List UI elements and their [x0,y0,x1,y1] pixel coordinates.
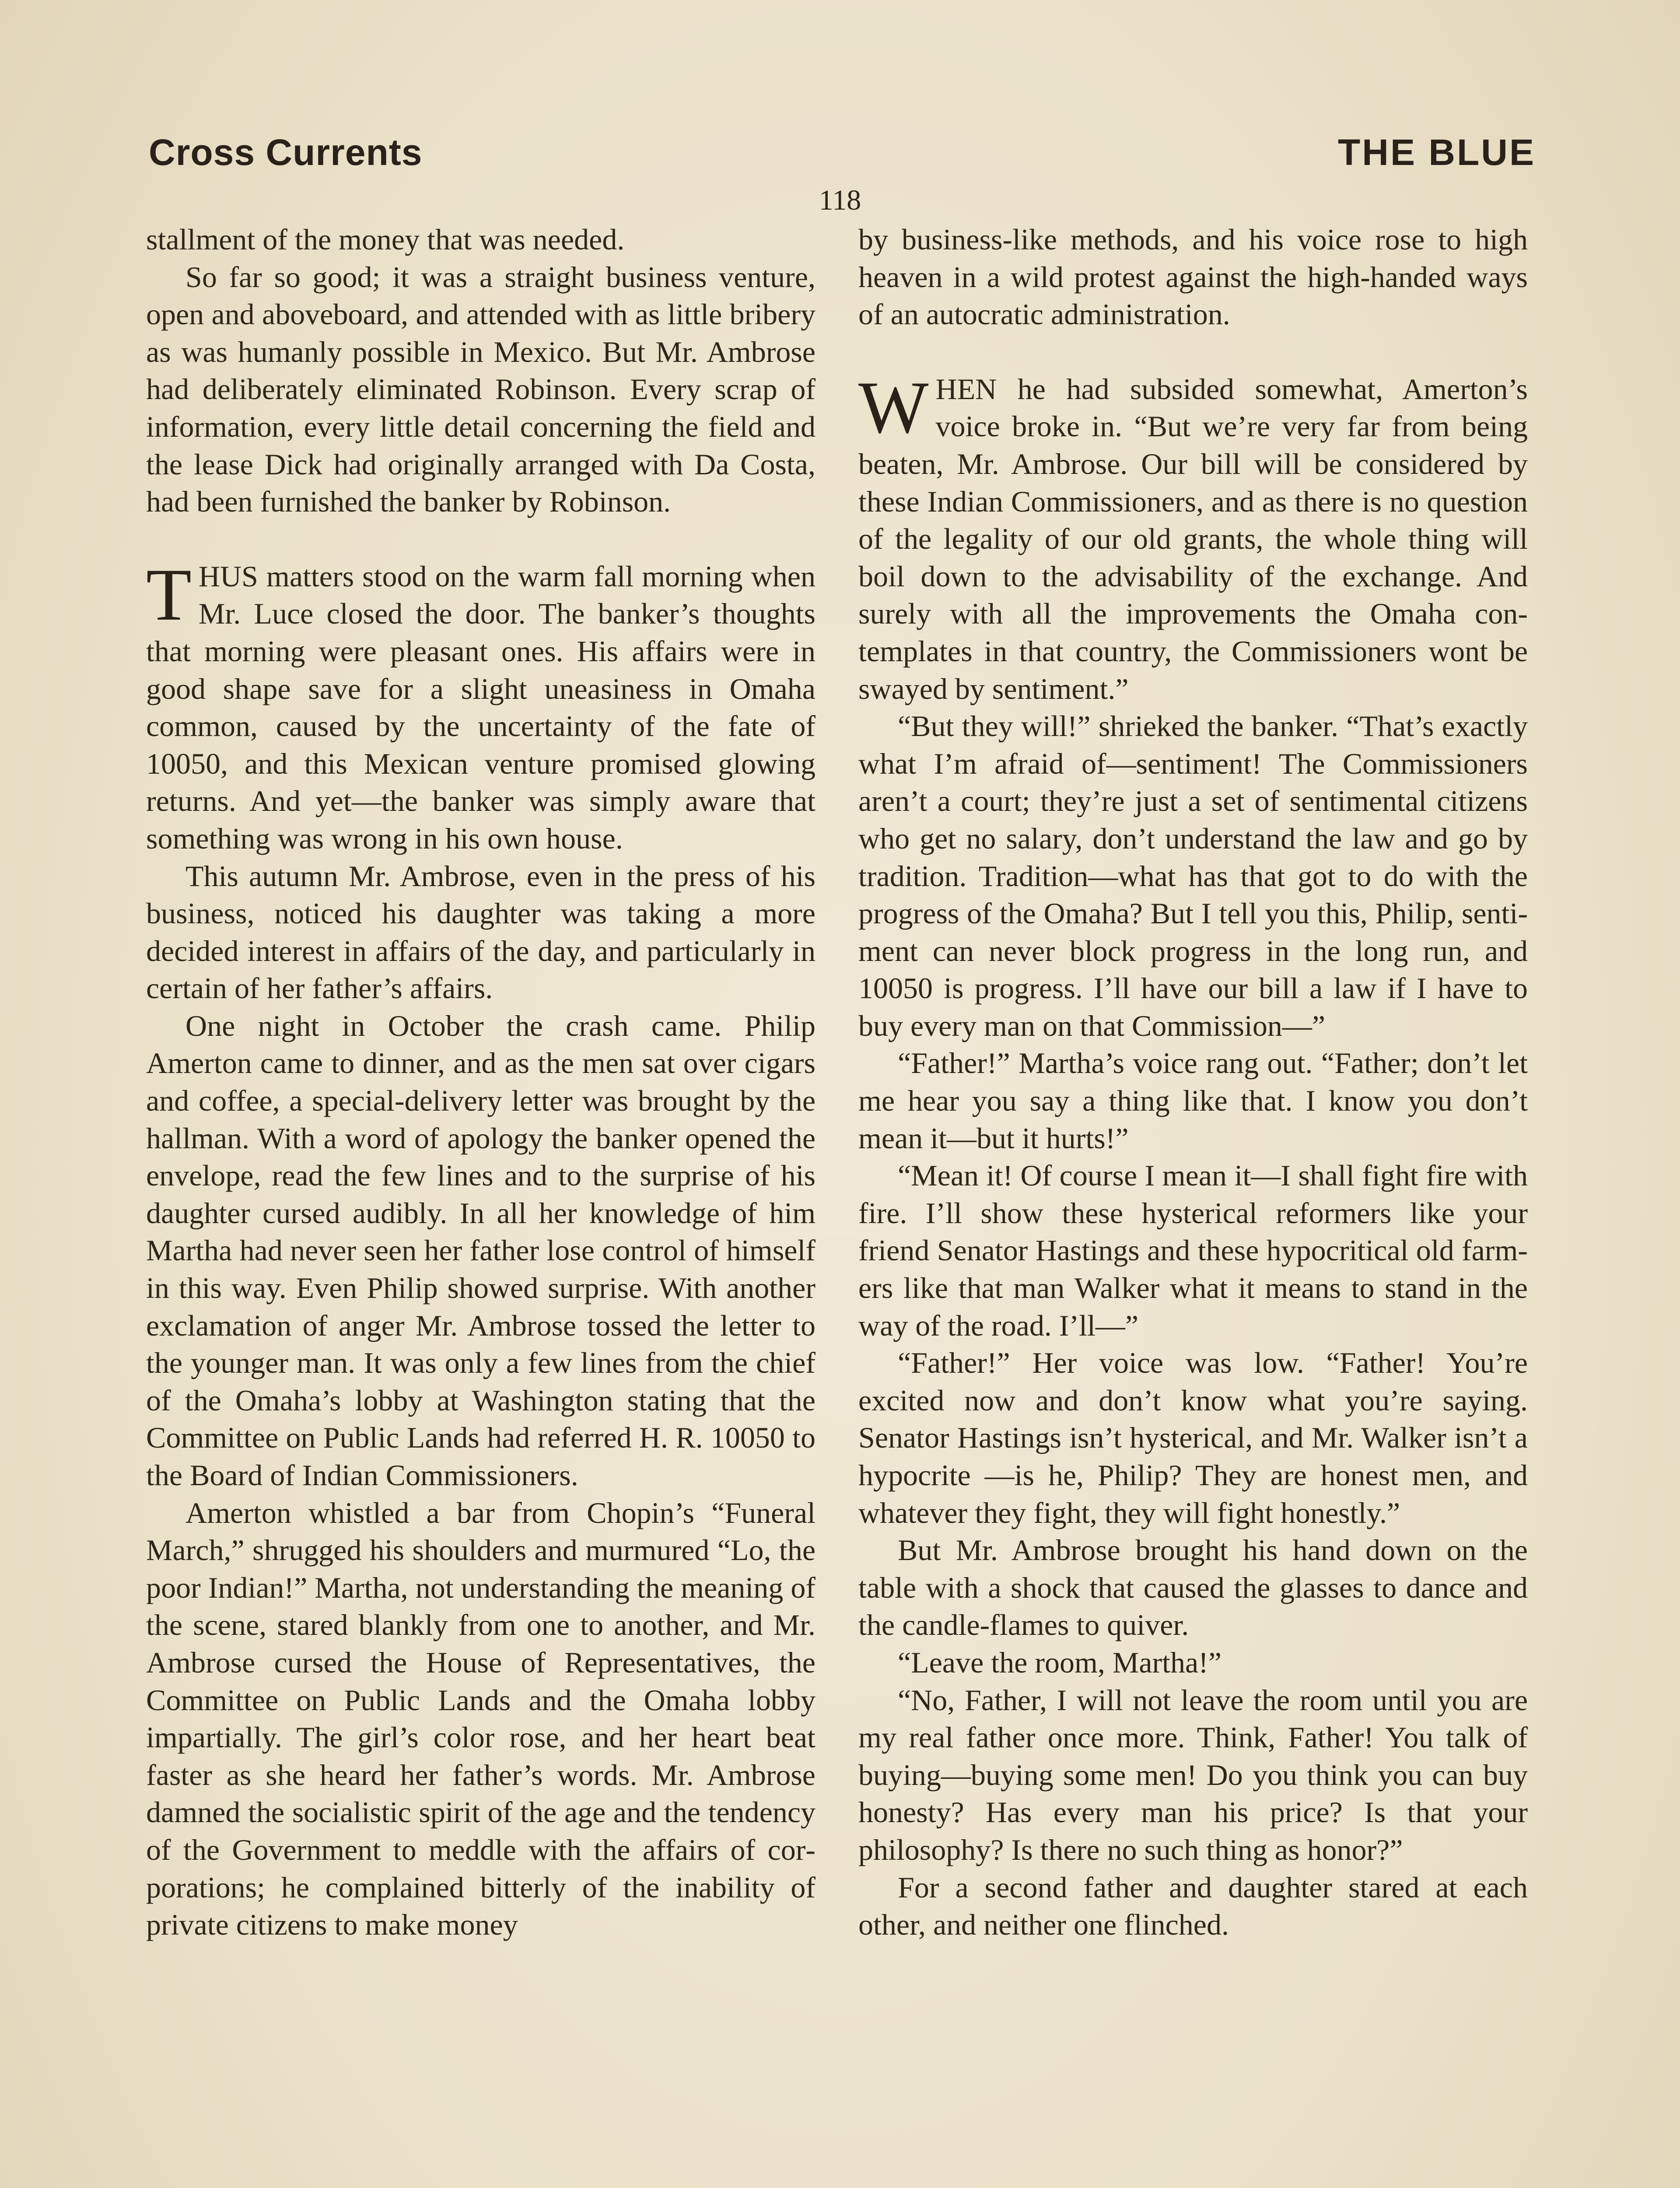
paragraph [146,1494,816,1944]
paragraph [146,858,816,1007]
paragraph-text: stallment of the money that was needed. [146,223,625,256]
paragraph-text: But Mr. Ambrose brought his hand down on the table with a shock that caused the glasses to dance and the candle-flames to quiver. [858,1533,1528,1642]
paragraph [858,1344,1528,1532]
paragraph [858,708,1528,1045]
paragraph-text: HUS matters stood on the warm fall morning when Mr. Luce closed the door. The banker’s thoughts that morning were pleasant ones. His affairs were in good shape save for a slight uneasiness in Omaha common, caused by the uncertainty of the fate of 10050, and this Mexican venture promised glowing returns. And yet—the banker was simply aware that something was wrong in his own house. [146,559,816,855]
paragraph-text: This autumn Mr. Ambrose, even in the press of his business, noticed his daughter was taking a more decided interest in affairs of the day, and particularly in certain of her father’s affairs. [146,859,816,1005]
paragraph-text: “Mean it! Of course I mean it—I shall fight fire with fire. I’ll show these hysterical reformers like your friend Senator Hastings and these hypocritical old farmers like that man Walker what it means to stand in the way of the road. I’ll—” [858,1159,1528,1342]
paragraph [858,366,1528,708]
paragraph [858,1682,1528,1869]
paragraph [858,1644,1528,1682]
paragraph [146,221,816,259]
page-number: 118 [819,184,861,216]
paragraph-text: “No, Father, I will not leave the room until you are my real father once more. Think, Father! You talk of buying—buying some men! Do you think you can buy honesty? Has every man his price? Is that your philosophy? Is there no such thing as honor?” [858,1683,1528,1866]
paragraph [858,1157,1528,1344]
right-text-column [858,221,1528,1944]
paragraph-text: “Leave the room, Martha!” [898,1645,1222,1679]
paragraph-text: by business-like methods, and his voice rose to high heaven in a wild protest against the high-handed ways of an autocratic administration. [858,223,1528,331]
drop-cap: T [146,553,192,636]
paragraph [146,259,816,521]
paragraph-text: HEN he had subsided somewhat, Amerton’s voice broke in. “But we’re very far from being beaten, Mr. Ambrose. Our bill will be considered by these Indian Commissioners, and as there is no question of the legality of our old grants, the whole thing will boil down to the advisability of the exchange. And surely with all the improvements the Omaha contemplates in that country, the Commissioners wont be swayed by sentiment.” [858,372,1528,705]
paragraph-text: So far so good; it was a straight business venture, open and aboveboard, and attended with as little bribery as was humanly possible in Mexico. But Mr. Ambrose had deliberately eliminated Robinson. Every scrap of information, every little detail concerning the field and the lease Dick had originally arranged with Da Costa, had been furnished the banker by Robinson. [146,260,816,519]
paragraph [858,221,1528,333]
running-head-story-title: Cross Currents [149,132,423,173]
paragraph-text: “Father!” Martha’s voice rang out. “Father; don’t let me hear you say a thing like that. I know you don’t mean it—but it hurts!” [858,1046,1528,1155]
running-head-magazine-title: THE BLUE [1338,132,1536,173]
paragraph [858,1869,1528,1944]
paragraph [146,553,816,858]
paragraph-text: Amerton whistled a bar from Chopin’s “Funeral March,” shrugged his shoulders and murmured “Lo, the poor Indian!” Martha, not understanding the meaning of the scene, stared blankly from one to another, and Mr. Ambrose cursed the House of Representatives, the Committee on Public Lands and the Omaha lobby impartially. The girl’s color rose, and her heart beat faster as she heard her father’s words. Mr. Ambrose damned the socialistic spirit of the age and the tendency of the Government to meddle with the affairs of corporations; he complained bitterly of the inability of private citizens to make money [146,1496,816,1942]
drop-cap: W [858,366,929,449]
paragraph-text: For a second father and daughter stared at each other, and neither one flinched. [858,1870,1528,1942]
paragraph-text: “But they will!” shrieked the banker. “That’s exactly what I’m afraid of—sentiment! The Commissioners aren’t a court; they’re just a set of sentimental citizens who get no salary, don’t understand the law and go by tradition. Tradition—what has that got to do with the progress of the Omaha? But I tell you this, Philip, sentiment can never block progress in the long run, and 10050 is progress. I’ll have our bill a law if I have to buy every man on that Commission—” [858,709,1528,1042]
paragraph [858,1532,1528,1644]
paragraph-text: One night in October the crash came. Philip Amerton came to dinner, and as the men sat over cigars and coffee, a special-delivery letter was brought by the hallman. With a word of apology the banker opened the envelope, read the few lines and to the surprise of his daughter cursed audibly. In all her knowledge of him Martha had never seen her father lose control of himself in this way. Even Philip showed surprise. With another exclamation of anger Mr. Ambrose tossed the letter to the younger man. It was only a few lines from the chief of the Omaha’s lobby at Washington stating that the Committee on Public Lands had referred H. R. 10050 to the Board of Indian Commissioners. [146,1009,816,1492]
paragraph [146,1007,816,1494]
paragraph [858,1045,1528,1157]
paragraph-text: “Father!” Her voice was low. “Father! You’re excited now and don’t know what you’re saying. Senator Hastings isn’t hysterical, and Mr. Walker isn’t a hypocrite —is he, Philip? They are honest men, and whatever they fight, they will fight honestly.” [858,1346,1528,1529]
left-text-column [146,221,816,1944]
